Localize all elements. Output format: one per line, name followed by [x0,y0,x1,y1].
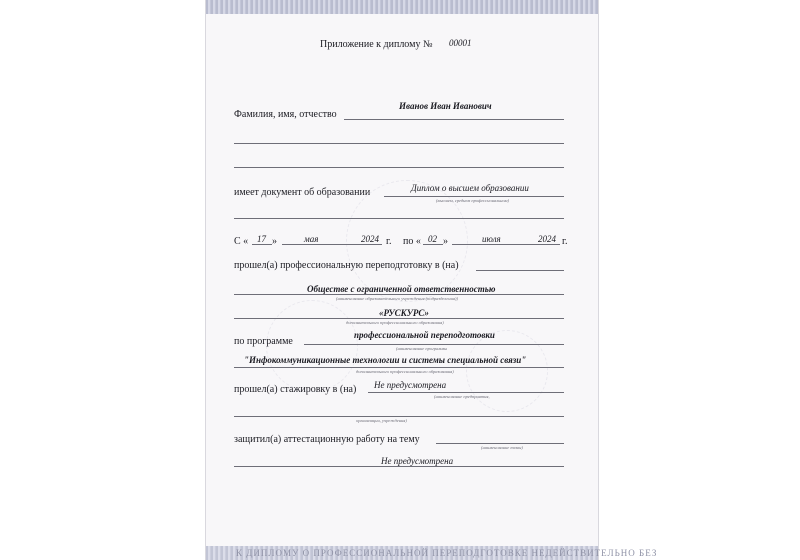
fio-underline [344,119,564,120]
date-from-day: 17 [257,234,266,244]
date-underline [534,244,560,245]
page-title: Приложение к диплому № [320,39,433,50]
program-name-caption: дополнительного профессионального образования) [356,369,454,374]
org-caption-2: дополнительного профессионального образования) [346,320,444,325]
program-caption: (наименование программы [396,346,448,351]
date-underline [356,244,382,245]
date-underline [282,244,356,245]
quote-close: » [443,236,448,247]
watermark-rosette [466,330,548,412]
program-label: по программе [234,336,293,347]
quote-close: » [272,236,277,247]
org-line-1: Обществе с ограниченной ответственностью [307,284,496,294]
year-suffix: г. [562,236,568,247]
date-to-month: июля [482,234,501,244]
thesis-label: защитил(а) аттестационную работу на тему [234,434,420,445]
blank-line [234,143,564,144]
fio-value: Иванов Иван Иванович [399,101,492,111]
org-caption-1: (наименование образовательного учреждения (подразделения)) [336,296,458,301]
year-suffix: г. [386,236,392,247]
date-from-year: 2024 [361,234,379,244]
thesis-underline [436,443,564,444]
fio-label: Фамилия, имя, отчество [234,109,337,120]
doc-value: Диплом о высшем образовании [411,183,529,193]
thesis-caption: (наименование темы) [481,445,523,450]
program-name-underline [234,367,564,368]
org-underline [234,318,564,319]
retraining-underline [476,270,564,271]
thesis-value-underline [234,466,564,467]
date-underline [252,244,272,245]
diploma-number: 00001 [449,38,472,48]
program-underline [304,344,564,345]
program-name: "Инфокоммуникационные технологии и системы специальной связи" [244,355,527,365]
blank-line [234,416,564,417]
security-band-text: К ДИПЛОМУ О ПРОФЕССИОНАЛЬНОЙ ПЕРЕПОДГОТОВКЕ НЕДЕЙСТВИТЕЛЬНО БЕЗ [236,548,658,558]
internship-value: Не предусмотрена [374,380,447,390]
doc-label: имеет документ об образовании [234,187,371,198]
date-to-prefix: по « [403,236,421,247]
program-value: профессиональной переподготовки [354,330,495,340]
blank-line [234,218,564,219]
blank-line [234,167,564,168]
internship-underline [368,392,564,393]
internship-caption-2: организации, учреждения) [356,418,407,423]
org-line-2: «РУСКУРС» [379,308,429,318]
date-to-year: 2024 [538,234,556,244]
internship-label: прошел(а) стажировку в (на) [234,384,357,395]
doc-underline [384,196,564,197]
date-underline [423,244,443,245]
security-band-top [206,0,598,14]
date-to-day: 02 [428,234,437,244]
date-from-prefix: С « [234,236,249,247]
org-underline [234,294,564,295]
thesis-value: Не предусмотрена [381,456,454,466]
retraining-label: прошел(а) профессиональную переподготовку в (на) [234,260,459,271]
date-underline [452,244,534,245]
diploma-supplement-page [205,0,658,560]
date-from-month: мая [304,234,319,244]
internship-caption: (наименование предприятия, [434,394,490,399]
doc-caption: (высшем, среднем профессиональном) [436,198,509,203]
